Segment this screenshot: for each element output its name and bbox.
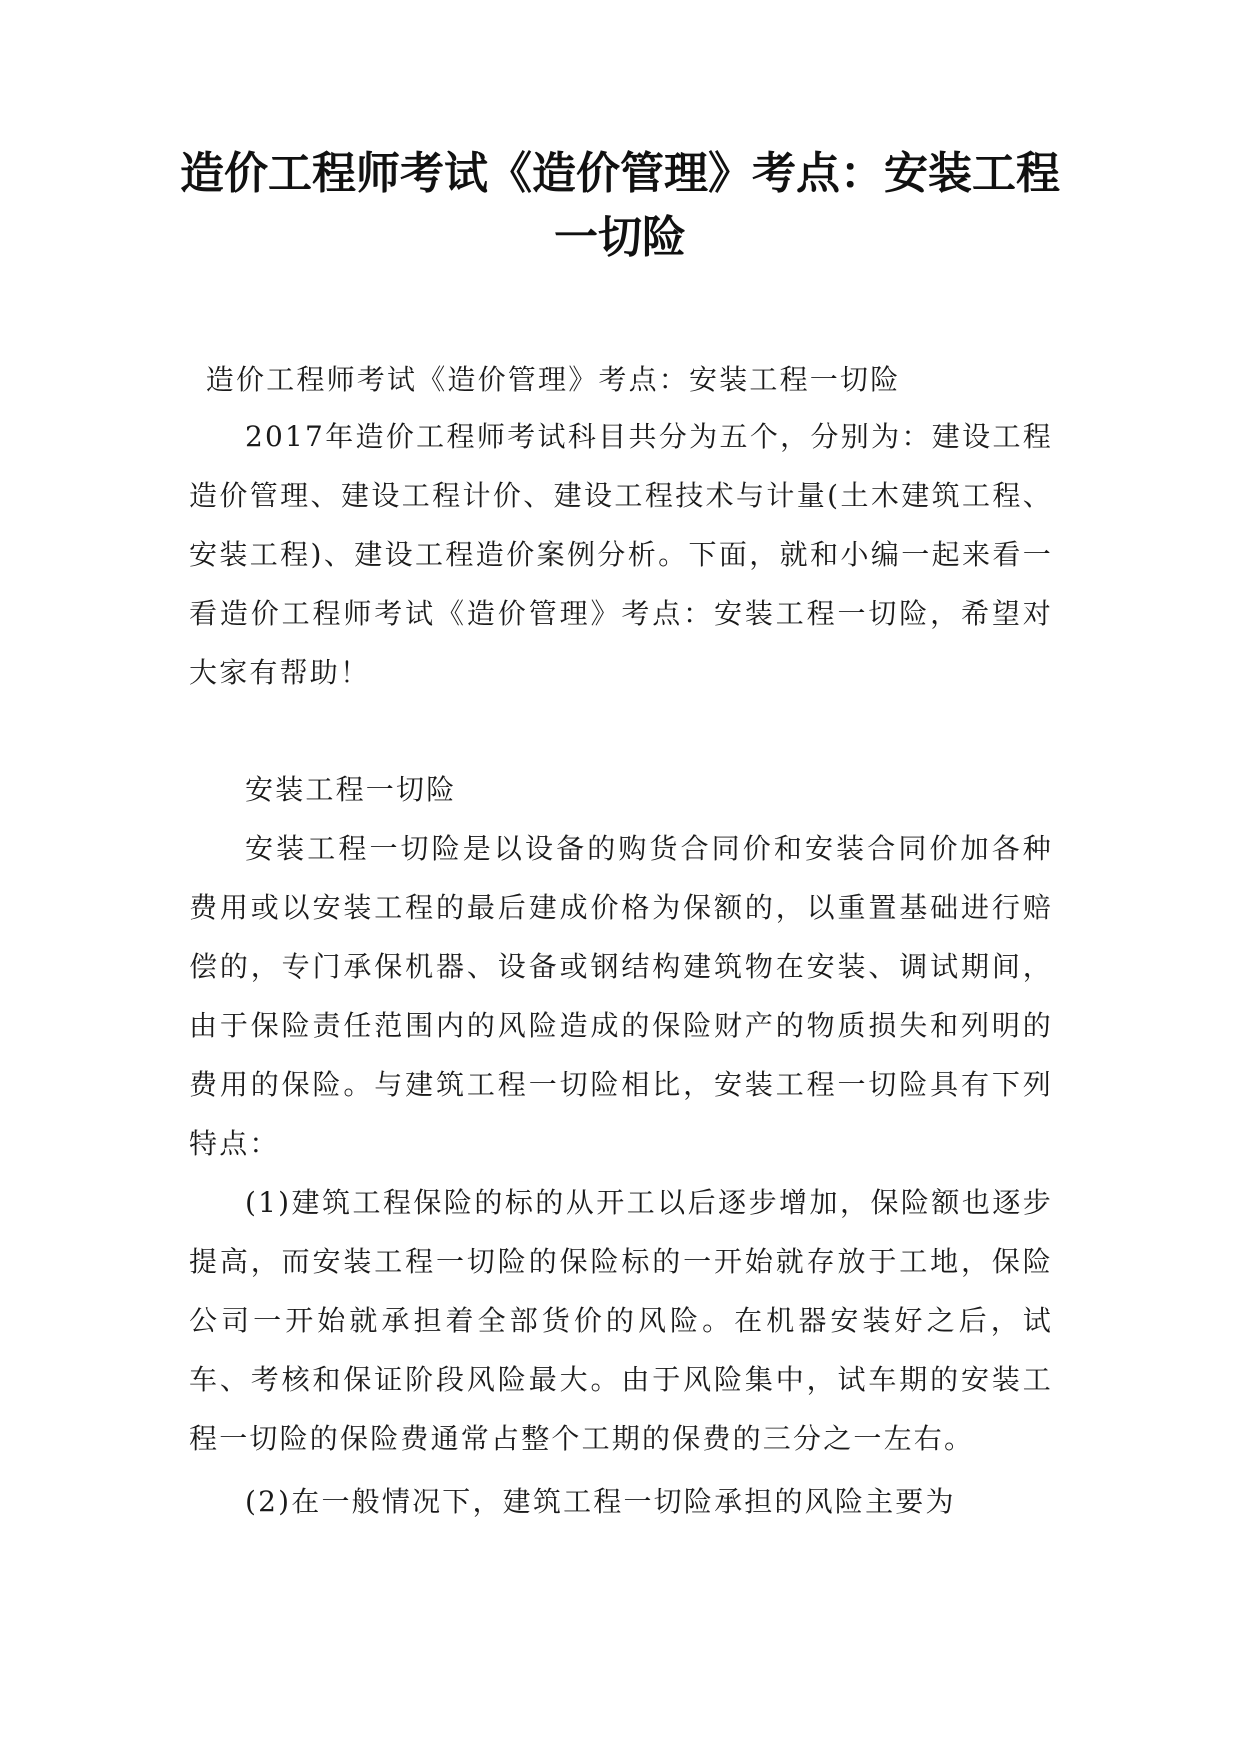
definition-paragraph: 安装工程一切险是以设备的购货合同价和安装合同价加各种费用或以安装工程的最后建成价格为保额的，以重置基础进行赔偿的，专门承保机器、设备或钢结构建筑物在安装、调试期间，由于保险责任范围内的风险造成的保险财产的物质损失和列明的费用的保险。与建筑工程一切险相比，安装工程一切险具有下列特点： xyxy=(189,832,1053,1160)
document-body xyxy=(189,350,1053,1531)
document-title: 造价工程师考试《造价管理》考点：安装工程一切险 xyxy=(180,148,1060,263)
intro-paragraph: 2017年造价工程师考试科目共分为五个，分别为：建设工程造价管理、建设工程计价、建设工程技术与计量(土木建筑工程、安装工程)、建设工程造价案例分析。下面，就和小编一起来看一看造价工程师考试《造价管理》考点：安装工程一切险，希望对大家有帮助！ xyxy=(189,420,1053,689)
document-subtitle: 造价工程师考试《造价管理》考点：安装工程一切险 xyxy=(205,363,901,396)
point-1-paragraph: (1)建筑工程保险的标的从开工以后逐步增加，保险额也逐步提高，而安装工程一切险的保险标的一开始就存放于工地，保险公司一开始就承担着全部货价的风险。在机器安装好之后，试车、考核和保证阶段风险最大。由于风险集中，试车期的安装工程一切险的保险费通常占整个工期的保费的三分之一左右。 xyxy=(189,1186,1053,1455)
point-2-paragraph: (2)在一般情况下，建筑工程一切险承担的风险主要为 xyxy=(245,1485,956,1518)
section-heading: 安装工程一切险 xyxy=(245,773,457,806)
